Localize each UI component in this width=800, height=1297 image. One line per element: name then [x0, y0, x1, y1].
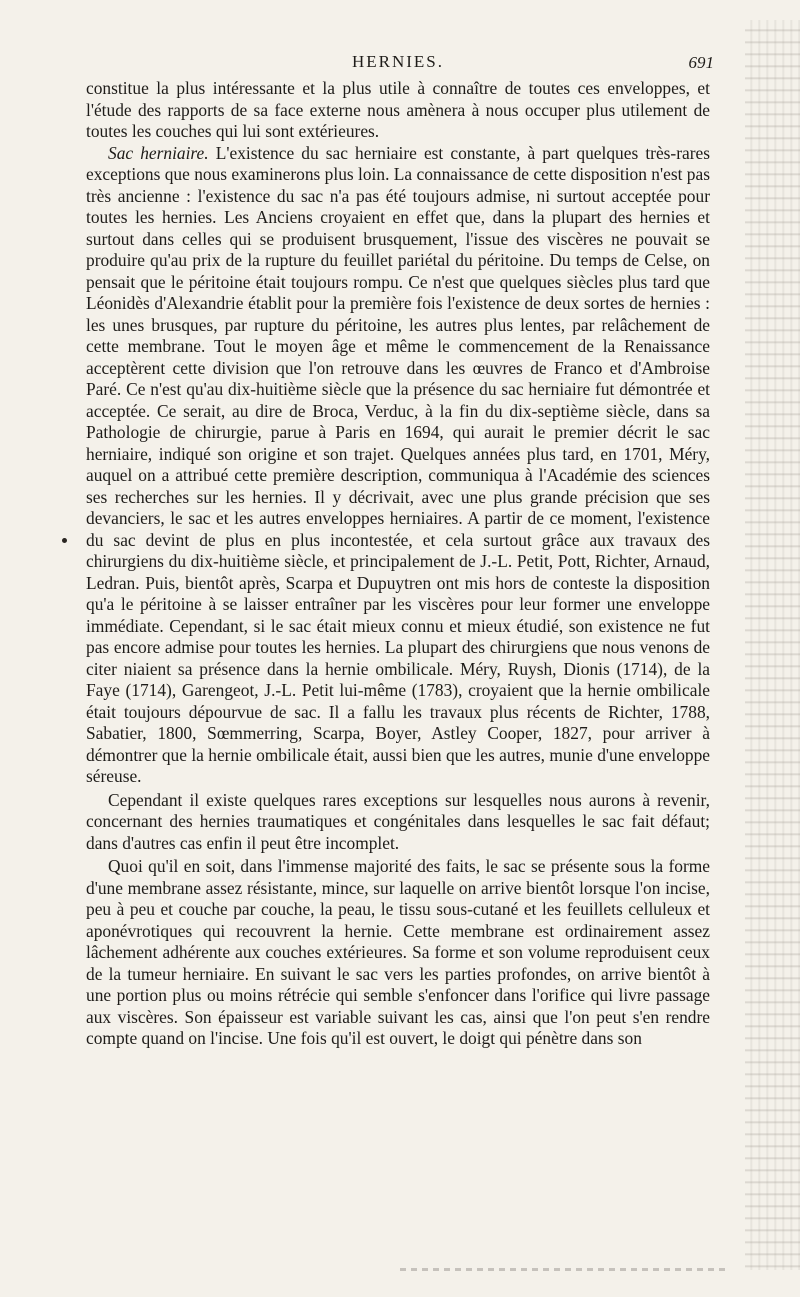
paragraph-text: Quoi qu'il en soit, dans l'immense majorité des faits, le sac se présente sous la forme d'une membrane assez résistante, mince, sur laquelle on arrive bientôt lorsque l'on incise, peu à peu et couche par couche, la peau, le tissu sous-cutané et les feuillets celluleux et aponévrotiques qui recouvrent la hernie. Cette membrane est ordinairement assez lâchement adhérente aux couches extérieures. Sa forme et son volume reproduisent ceux de la tumeur herniaire. En suivant le sac vers les parties profondes, on arrive bientôt à une portion plus ou moins rétrécie qui semble s'enfoncer dans l'orifice qui livre passage aux viscères. Son épaisseur est variable suivant les cas, ainsi que l'on peut s'en rendre compte quand on l'incise. Une fois qu'il est ouvert, le doigt qui pénètre dans son — [86, 856, 710, 1048]
section-lead: Sac herniaire. — [108, 142, 209, 163]
page-number: 691 — [688, 53, 714, 72]
margin-bleed-through — [745, 20, 800, 1270]
paragraph-text: constitue la plus intéressante et la plus utile à connaître de toutes ces enveloppes, et l'étude des rapports de sa face externe nous amènera à nous occuper plus utilement de toutes les couches qui lui sont extérieures. — [86, 78, 710, 141]
paragraph — [86, 856, 710, 1050]
paragraph — [86, 78, 710, 143]
running-head: HERNIES. — [351, 52, 445, 71]
bottom-bleed-through — [400, 1268, 730, 1271]
paragraph-text: Cependant il existe quelques rares exceptions sur lesquelles nous aurons à revenir, concernant des hernies traumatiques et congénitales dans lesquelles le sac fait défaut; dans d'autres cas enfin il peut être incomplet. — [86, 789, 710, 853]
page-header — [86, 52, 714, 76]
paragraph-text: L'existence du sac herniaire est constante, à part quelques très-rares exceptions que nous examinerons plus loin. La connaissance de cette disposition n'est pas très ancienne : l'existence du sac n'a pas été toujours admise, ni surtout acceptée pour toutes les hernies. Les Anciens croyaient en effet que, dans la plupart des hernies et surtout dans celles qui se produisent brusquement, l'issue des viscères ne pouvait se produire qu'au prix de la rupture du feuillet pariétal du péritoine. Du temps de Celse, on pensait que le péritoine était toujours rompu. Ce n'est que quelques siècles plus tard que Léonidès d'Alexandrie établit pour la première fois l'existence de deux sortes de hernies : les unes brusques, par rupture du péritoine, les autres plus lentes, par relâchement de cette membrane. Tout le moyen âge et même le commencement de la Renaissance acceptèrent cette division que l'on retrouve dans les œuvres de Franco et d'Ambroise Paré. Ce n'est qu'au dix-huitième siècle que la présence du sac herniaire fut démontrée et acceptée. Ce serait, au dire de Broca, Verduc, à la fin du dix-septième siècle, dans sa Pathologie de chirurgie, parue à Paris en 1694, qui aurait le premier décrit le sac herniaire, indiqué son origine et son trajet. Quelques années plus tard, en 1701, Méry, auquel on a attribué cette première description, communiqua à l'Académie des sciences ses recherches sur les hernies. Il y décrivait, avec une plus grande précision que ses devanciers, le sac et les autres enveloppes herniaires. A partir de ce moment, l'existence du sac devint de plus en plus incontestée, et cela surtout grâce aux travaux des chirurgiens du dix-huitième siècle, et principalement de J.-L. Petit, Pott, Richter, Arnaud, Ledran. Puis, bientôt après, Scarpa et Dupuytren ont mis hors de conteste la disposition qu'a le péritoine à se laisser entraîner par les viscères pour leur former une enveloppe immédiate. Cependant, si le sac était mieux connu et mieux étudié, son existence ne fut pas encore admise pour toutes les hernies. La plupart des chirurgiens que nous venons de citer niaient sa présence dans la hernie ombilicale. Méry, Ruysh, Dionis (1714), de la Faye (1714), Garengeot, J.-L. Petit lui-même (1783), croyaient que la hernie ombilicale était toujours dépourvue de sac. Il a fallu les travaux plus récents de Richter, 1788, Sabatier, 1800, Sœmmerring, Scarpa, Boyer, Astley Cooper, 1827, pour arriver à démontrer que la hernie ombilicale était, aussi bien que les autres, munie d'une enveloppe séreuse. — [86, 142, 711, 786]
paragraph — [86, 790, 710, 855]
paragraph — [86, 143, 710, 788]
body-text — [86, 78, 710, 1050]
margin-dot — [62, 538, 67, 543]
